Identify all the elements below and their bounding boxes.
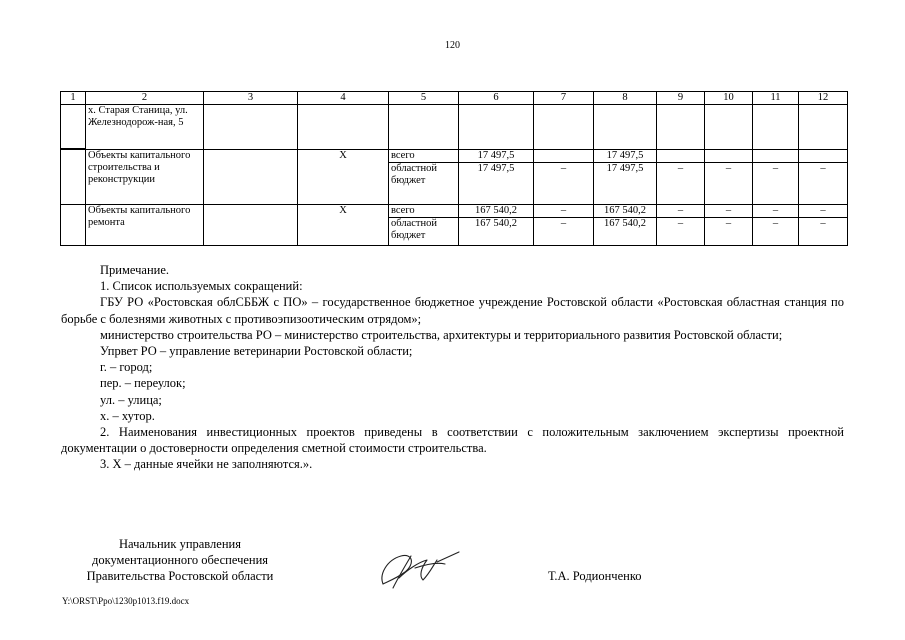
column-header: 4 xyxy=(298,92,389,105)
handwritten-signature xyxy=(375,548,465,596)
column-header: 10 xyxy=(705,92,753,105)
note-item: пер. – переулок; xyxy=(100,376,186,391)
table-row: Объекты капитального строительства и реконструкции Х всего 17 497,5 17 497,5 xyxy=(61,150,848,163)
signatory-title: Начальник управления документационного обеспечения Правительства Ростовской области xyxy=(86,537,274,583)
column-header: 3 xyxy=(204,92,298,105)
project-name-cell: х. Старая Станица, ул. Железнодорож-ная, 5 xyxy=(86,105,204,150)
notes-section xyxy=(61,262,844,473)
column-header: 8 xyxy=(594,92,657,105)
note-item: министерство строительства РО – министерство строительства, архитектуры и территориального развития Ростовской области; xyxy=(100,327,783,342)
note-item: 2. Наименования инвестиционных проектов приведены в соответствии с положительным заключением экспертизы проектной документации о достоверности определения сметной стоимости строительства. xyxy=(61,425,844,456)
column-header: 12 xyxy=(799,92,848,105)
column-header: 7 xyxy=(534,92,594,105)
page-number: 120 xyxy=(445,40,460,51)
note-item: 3. Х – данные ячейки не заполняются.». xyxy=(100,457,313,472)
notes-heading: Примечание. xyxy=(100,263,170,277)
note-item: г. – город; xyxy=(100,360,153,375)
table-row: областной бюджет 167 540,2 – 167 540,2 – – – – xyxy=(61,218,848,246)
table-header-row xyxy=(61,92,848,105)
signatory-name: Т.А. Родионченко xyxy=(548,569,642,583)
note-item: 1. Список используемых сокращений: xyxy=(100,279,303,294)
budget-table xyxy=(60,91,848,246)
table-row: Объекты капитального ремонта Х всего 167 540,2 – 167 540,2 – – – – xyxy=(61,205,848,218)
column-header: 5 xyxy=(389,92,459,105)
table-row xyxy=(61,105,848,149)
note-item: ГБУ РО «Ростовская облСББЖ с ПО» – государственное бюджетное учреждение Ростовской области «Ростовская областная станция по борьбе с болезнями животных с противоэпизоотическим отрядом»; xyxy=(61,295,844,326)
note-item: х. – хутор. xyxy=(100,408,155,423)
project-name-cell: Объекты капитального ремонта xyxy=(86,205,204,246)
column-header: 9 xyxy=(657,92,705,105)
column-header: 11 xyxy=(753,92,799,105)
note-item: Упрвет РО – управление ветеринарии Ростовской области; xyxy=(100,344,413,359)
table-row: областной бюджет 17 497,5 – 17 497,5 – – – – xyxy=(61,163,848,205)
column-header: 1 xyxy=(61,92,86,105)
note-item: ул. – улица; xyxy=(100,392,162,407)
file-path: Y:\ORST\Ppo\1230p1013.f19.docx xyxy=(62,596,190,606)
column-header: 2 xyxy=(86,92,204,105)
project-name-cell: Объекты капитального строительства и реконструкции xyxy=(86,150,204,205)
column-header: 6 xyxy=(459,92,534,105)
